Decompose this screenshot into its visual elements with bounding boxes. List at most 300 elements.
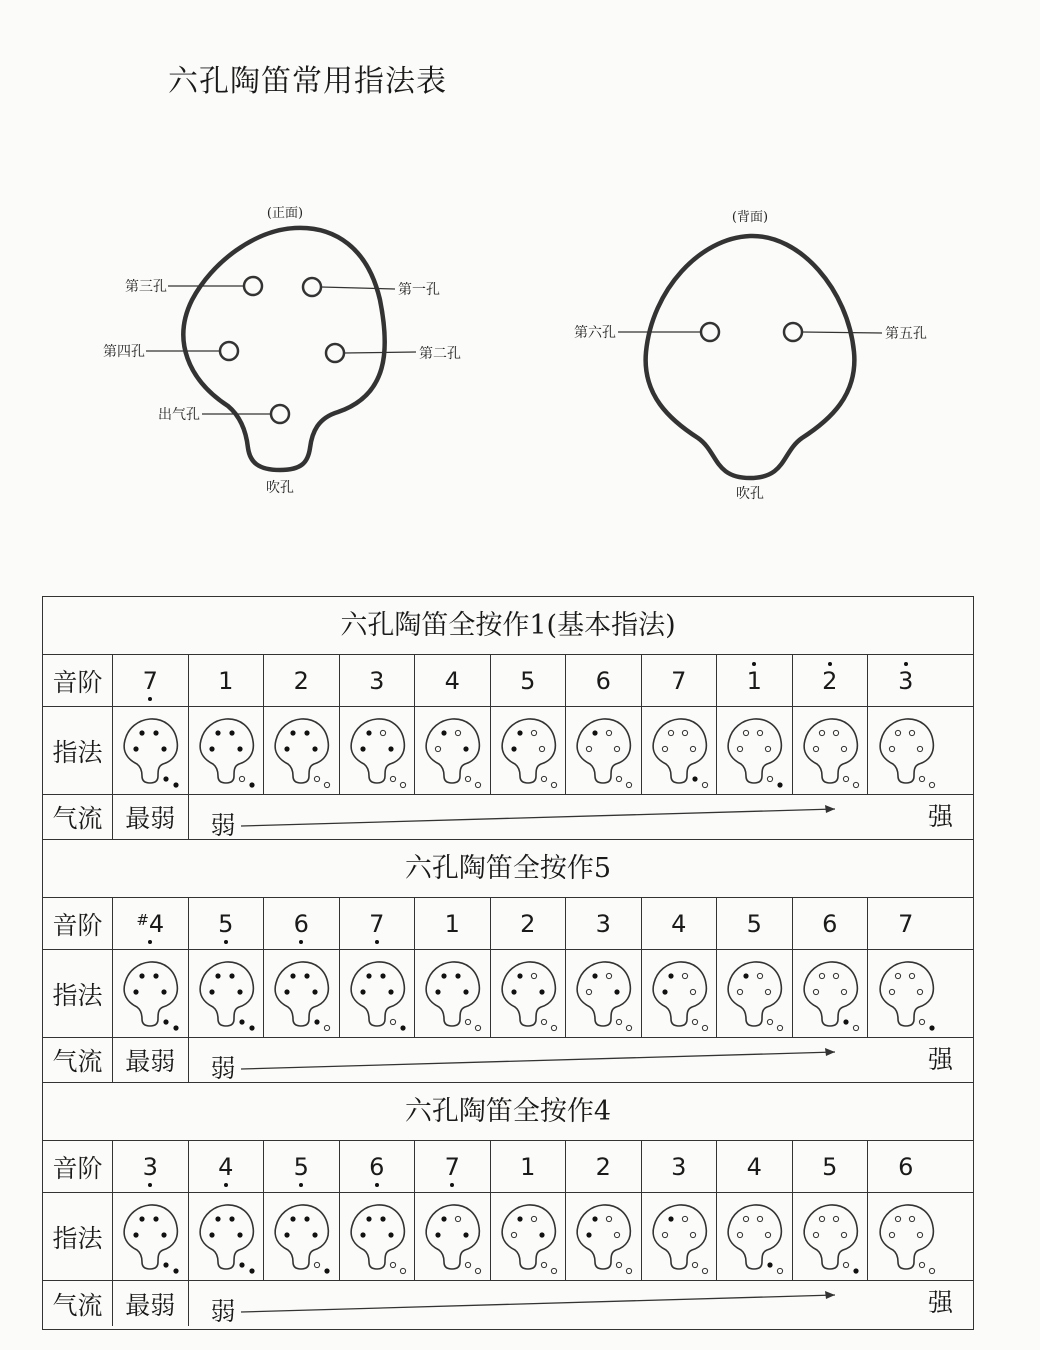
hole-2-open-icon xyxy=(690,989,695,994)
hole-4-closed-icon xyxy=(209,989,214,994)
note-number: 5 xyxy=(293,1152,309,1181)
airflow-label: 气流 xyxy=(43,795,113,839)
airflow-weak: 弱 xyxy=(210,1054,236,1083)
hole-5-open-icon xyxy=(541,776,546,781)
hole-3-closed-icon xyxy=(140,973,145,978)
scale-note-cell xyxy=(264,898,340,949)
note-number: 5 xyxy=(218,909,234,938)
hole-3-open-icon xyxy=(668,730,673,735)
hole-3-open-icon xyxy=(895,973,900,978)
hole-3-closed-icon xyxy=(744,973,749,978)
fingering-ocarina-icon xyxy=(647,956,711,1032)
note-number: 6 xyxy=(595,666,611,695)
hole-2-closed-icon xyxy=(615,989,620,994)
airflow-label: 气流 xyxy=(43,1038,113,1082)
hole-1-open-icon xyxy=(531,730,536,735)
hole-4-open-icon xyxy=(813,989,818,994)
hole-6-open-icon xyxy=(627,782,632,787)
hole-3-closed-icon xyxy=(140,1216,145,1221)
fingering-ocarina-icon xyxy=(647,1199,711,1275)
fingering-label: 指法 xyxy=(43,1193,113,1280)
scale-note-cell xyxy=(566,898,642,949)
scale-note xyxy=(898,1152,914,1181)
hole-4-closed-icon xyxy=(134,746,139,751)
scale-note-cell xyxy=(642,655,718,706)
section-title: 六孔陶笛全按作5 xyxy=(43,840,973,898)
octave-high-dot-icon xyxy=(752,662,756,666)
hole-2-closed-icon xyxy=(388,989,393,994)
fingering-cell xyxy=(189,1193,265,1280)
hole-6-open-icon xyxy=(627,1268,632,1273)
hole-1-open-icon xyxy=(758,730,763,735)
hole-6-closed-icon xyxy=(174,1025,179,1030)
hole-2-closed-icon xyxy=(313,989,318,994)
fingering-ocarina-icon xyxy=(874,1199,938,1275)
hole-5-open-icon xyxy=(390,776,395,781)
section-title: 六孔陶笛全按作1(基本指法) xyxy=(43,597,973,655)
scale-note-cell xyxy=(113,655,189,706)
octave-low-dot-icon xyxy=(450,1183,454,1187)
note-number: 4 xyxy=(746,1152,762,1181)
hole-2-open-icon xyxy=(917,746,922,751)
scale-note xyxy=(595,666,611,695)
fingering-row xyxy=(43,950,973,1038)
hole-3-closed-icon xyxy=(517,1216,522,1221)
fingering-ocarina-icon xyxy=(194,713,258,789)
hole-2-closed-icon xyxy=(162,989,167,994)
hole-5-closed-icon xyxy=(164,776,169,781)
hole-1-open-icon xyxy=(456,730,461,735)
hole-1-closed-icon xyxy=(229,973,234,978)
fingering-ocarina-icon xyxy=(496,956,560,1032)
hole-1-open-icon xyxy=(833,1216,838,1221)
scale-note xyxy=(142,666,158,695)
hole-3-closed-icon xyxy=(215,730,220,735)
fingering-ocarina-icon xyxy=(118,713,182,789)
hole-1-open-icon xyxy=(833,973,838,978)
hole-6-closed-icon xyxy=(778,782,783,787)
fingering-ocarina-icon xyxy=(798,713,862,789)
fingering-ocarina-icon xyxy=(420,713,484,789)
hole-6-open-icon xyxy=(476,1025,481,1030)
hole-2-open-icon xyxy=(841,1232,846,1237)
note-number: 7 xyxy=(898,909,914,938)
hole-6-open-icon xyxy=(702,1268,707,1273)
hole-5-open-icon xyxy=(315,1262,320,1267)
fingering-label: 指法 xyxy=(43,707,113,794)
hole-6-closed-icon xyxy=(174,1268,179,1273)
scale-note xyxy=(293,1152,309,1181)
note-number: 6 xyxy=(369,1152,385,1181)
hole-2-open-icon xyxy=(917,989,922,994)
hole-4-closed-icon xyxy=(360,746,365,751)
scale-note xyxy=(218,1152,234,1181)
note-number: 1 xyxy=(520,1152,536,1181)
airflow-arrow-icon xyxy=(189,795,889,840)
airflow-label: 气流 xyxy=(43,1281,113,1326)
note-number: 2 xyxy=(595,1152,611,1181)
hole-4-open-icon xyxy=(511,1232,516,1237)
scale-note-cell xyxy=(264,1141,340,1192)
hole-2-label: 第二孔 xyxy=(419,346,461,362)
scale-note-cell xyxy=(793,1141,869,1192)
hole-2-icon xyxy=(326,344,344,362)
hole-1-open-icon xyxy=(758,973,763,978)
front-label: (正面) xyxy=(266,206,304,221)
fingering-row xyxy=(43,1193,973,1281)
scale-note-cell xyxy=(189,1141,265,1192)
octave-low-dot-icon xyxy=(224,1183,228,1187)
note-number: 4 xyxy=(444,666,460,695)
hole-5-open-icon xyxy=(617,1019,622,1024)
fingering-ocarina-icon xyxy=(118,1199,182,1275)
hole-1-closed-icon xyxy=(154,973,159,978)
hole-5-open-icon xyxy=(239,776,244,781)
hole-3-closed-icon xyxy=(593,1216,598,1221)
hole-5-open-icon xyxy=(390,1019,395,1024)
airflow-row xyxy=(43,1038,973,1083)
hole-2-open-icon xyxy=(539,746,544,751)
scale-note-cell xyxy=(717,898,793,949)
scale-note-cell xyxy=(868,1141,944,1192)
hole-2-closed-icon xyxy=(237,746,242,751)
airflow-arrow-icon xyxy=(189,1038,889,1083)
front-mouth-label: 吹孔 xyxy=(266,480,294,496)
airflow-weakest: 最弱 xyxy=(113,1281,189,1326)
hole-2-closed-icon xyxy=(464,1232,469,1237)
octave-low-dot-icon xyxy=(224,940,228,944)
scale-note xyxy=(898,909,914,938)
hole-1-open-icon xyxy=(758,1216,763,1221)
scale-note xyxy=(444,909,460,938)
scale-note-cell xyxy=(642,898,718,949)
scale-note-cell xyxy=(113,1141,189,1192)
hole-5-open-icon xyxy=(466,776,471,781)
scale-note-cell xyxy=(189,898,265,949)
fingering-ocarina-icon xyxy=(571,956,635,1032)
fingering-ocarina-icon xyxy=(798,956,862,1032)
hole-1-open-icon xyxy=(456,1216,461,1221)
scale-note-cell xyxy=(566,1141,642,1192)
hole-6-closed-icon xyxy=(853,1268,858,1273)
hole-1-closed-icon xyxy=(305,730,310,735)
note-number: 6 xyxy=(822,909,838,938)
hole-3-closed-icon xyxy=(668,973,673,978)
scale-label: 音阶 xyxy=(43,1141,113,1192)
hole-4-icon xyxy=(220,342,238,360)
hole-1-closed-icon xyxy=(380,973,385,978)
scale-note xyxy=(520,666,536,695)
sharp-sign: # xyxy=(136,910,149,929)
hole-5-closed-icon xyxy=(164,1019,169,1024)
hole-4-open-icon xyxy=(738,1232,743,1237)
fingering-cell xyxy=(642,1193,718,1280)
hole-5-label: 第五孔 xyxy=(885,326,927,342)
hole-6-open-icon xyxy=(853,782,858,787)
hole-6-open-icon xyxy=(476,782,481,787)
fingering-ocarina-icon xyxy=(722,713,786,789)
fingering-ocarina-icon xyxy=(345,1199,409,1275)
airflow-strong: 强 xyxy=(927,1288,953,1317)
hole-6-open-icon xyxy=(702,1025,707,1030)
fingering-cell xyxy=(491,950,567,1037)
hole-1-open-icon xyxy=(682,973,687,978)
fingering-cell xyxy=(415,1193,491,1280)
hole-4-closed-icon xyxy=(285,746,290,751)
scale-note xyxy=(218,666,234,695)
octave-high-dot-icon xyxy=(904,662,908,666)
hole-6-open-icon xyxy=(853,1025,858,1030)
hole-5-closed-icon xyxy=(843,1019,848,1024)
hole-3-closed-icon xyxy=(366,973,371,978)
hole-3-closed-icon xyxy=(517,730,522,735)
hole-5-icon xyxy=(784,323,802,341)
hole-6-label: 第六孔 xyxy=(574,325,616,341)
hole-5-open-icon xyxy=(843,776,848,781)
hole-1-closed-icon xyxy=(456,973,461,978)
hole-4-open-icon xyxy=(662,1232,667,1237)
hole-3-closed-icon xyxy=(215,973,220,978)
note-number: 4 xyxy=(671,909,687,938)
hole-3-open-icon xyxy=(895,730,900,735)
hole-4-open-icon xyxy=(587,989,592,994)
airflow-weak: 弱 xyxy=(210,811,236,840)
fingering-cell xyxy=(264,1193,340,1280)
hole-2-closed-icon xyxy=(539,1232,544,1237)
hole-4-closed-icon xyxy=(209,1232,214,1237)
scale-note xyxy=(746,909,762,938)
vent-hole-icon xyxy=(271,405,289,423)
hole-2-closed-icon xyxy=(162,1232,167,1237)
hole-4-closed-icon xyxy=(436,989,441,994)
scale-note xyxy=(142,1152,158,1181)
hole-4-open-icon xyxy=(662,746,667,751)
hole-4-closed-icon xyxy=(662,989,667,994)
hole-2-open-icon xyxy=(766,989,771,994)
hole-2-closed-icon xyxy=(162,746,167,751)
fingering-cell xyxy=(566,707,642,794)
scale-note-cell xyxy=(415,1141,491,1192)
note-number: 1 xyxy=(746,666,762,695)
hole-2-open-icon xyxy=(690,1232,695,1237)
fingering-cell xyxy=(264,707,340,794)
hole-6-closed-icon xyxy=(400,1025,405,1030)
fingering-cell xyxy=(340,950,416,1037)
hole-6-open-icon xyxy=(778,1268,783,1273)
hole-5-open-icon xyxy=(692,1019,697,1024)
scale-note-cell xyxy=(113,898,189,949)
scale-note xyxy=(898,666,914,695)
hole-1-open-icon xyxy=(682,1216,687,1221)
hole-6-open-icon xyxy=(929,782,934,787)
hole-1-closed-icon xyxy=(229,730,234,735)
hole-2-closed-icon xyxy=(464,746,469,751)
scale-note xyxy=(746,666,762,695)
hole-1-label: 第一孔 xyxy=(398,282,440,298)
hole-4-label: 第四孔 xyxy=(103,344,145,360)
airflow-weakest: 最弱 xyxy=(113,1038,189,1082)
note-number: 3 xyxy=(369,666,385,695)
fingering-ocarina-icon xyxy=(118,956,182,1032)
airflow-weak: 弱 xyxy=(210,1297,236,1326)
hole-4-open-icon xyxy=(813,1232,818,1237)
hole-5-open-icon xyxy=(843,1262,848,1267)
note-number: 1 xyxy=(444,909,460,938)
airflow-arrow-area xyxy=(189,1038,974,1082)
note-number: 2 xyxy=(293,666,309,695)
note-number: 3 xyxy=(595,909,611,938)
airflow-weakest: 最弱 xyxy=(113,795,189,839)
hole-3-closed-icon xyxy=(593,973,598,978)
fingering-cell xyxy=(868,950,944,1037)
hole-5-open-icon xyxy=(466,1019,471,1024)
fingering-cell xyxy=(340,1193,416,1280)
hole-4-closed-icon xyxy=(285,989,290,994)
scale-note-cell xyxy=(415,655,491,706)
fingering-cell xyxy=(340,707,416,794)
back-view-diagram xyxy=(560,190,960,510)
hole-5-open-icon xyxy=(541,1262,546,1267)
hole-3-open-icon xyxy=(819,973,824,978)
hole-4-open-icon xyxy=(889,1232,894,1237)
fingering-cell xyxy=(113,707,189,794)
scale-row xyxy=(43,898,973,950)
hole-4-open-icon xyxy=(813,746,818,751)
hole-3-closed-icon xyxy=(442,1216,447,1221)
hole-3-open-icon xyxy=(895,1216,900,1221)
scale-note xyxy=(136,909,165,938)
hole-5-closed-icon xyxy=(239,1262,244,1267)
fingering-chart xyxy=(42,596,974,1330)
note-number: 2 xyxy=(520,909,536,938)
hole-6-open-icon xyxy=(551,1025,556,1030)
note-number: 6 xyxy=(898,1152,914,1181)
scale-note-cell xyxy=(793,655,869,706)
note-number: 4 xyxy=(148,909,165,938)
hole-4-open-icon xyxy=(738,746,743,751)
octave-low-dot-icon xyxy=(375,1183,379,1187)
hole-4-open-icon xyxy=(587,746,592,751)
hole-1-open-icon xyxy=(531,973,536,978)
note-number: 3 xyxy=(142,1152,158,1181)
hole-1-closed-icon xyxy=(154,730,159,735)
hole-4-closed-icon xyxy=(436,1232,441,1237)
hole-2-closed-icon xyxy=(313,746,318,751)
hole-5-open-icon xyxy=(768,1019,773,1024)
hole-5-open-icon xyxy=(919,776,924,781)
hole-1-open-icon xyxy=(909,973,914,978)
hole-6-closed-icon xyxy=(249,782,254,787)
scale-note xyxy=(595,1152,611,1181)
hole-5-open-icon xyxy=(919,1262,924,1267)
scale-note-cell xyxy=(717,655,793,706)
hole-3-open-icon xyxy=(819,730,824,735)
hole-1-closed-icon xyxy=(305,973,310,978)
fingering-cell xyxy=(415,707,491,794)
hole-3-closed-icon xyxy=(140,730,145,735)
hole-6-open-icon xyxy=(929,1268,934,1273)
hole-2-open-icon xyxy=(841,989,846,994)
hole-6-closed-icon xyxy=(249,1268,254,1273)
front-view-diagram xyxy=(90,190,490,510)
note-number: 7 xyxy=(671,666,687,695)
fingering-ocarina-icon xyxy=(194,1199,258,1275)
airflow-strong: 强 xyxy=(927,1045,953,1074)
hole-3-label: 第三孔 xyxy=(125,279,167,295)
hole-1-open-icon xyxy=(380,730,385,735)
fingering-ocarina-icon xyxy=(345,956,409,1032)
hole-2-open-icon xyxy=(917,1232,922,1237)
scale-note-cell xyxy=(491,898,567,949)
note-number: 7 xyxy=(369,909,385,938)
note-number: 7 xyxy=(444,1152,460,1181)
hole-5-closed-icon xyxy=(315,1019,320,1024)
hole-6-open-icon xyxy=(551,782,556,787)
hole-3-closed-icon xyxy=(442,730,447,735)
hole-5-closed-icon xyxy=(768,1262,773,1267)
note-number: 1 xyxy=(218,666,234,695)
octave-low-dot-icon xyxy=(148,940,152,944)
note-number: 3 xyxy=(671,1152,687,1181)
fingering-ocarina-icon xyxy=(269,713,333,789)
octave-low-dot-icon xyxy=(148,1183,152,1187)
hole-3-open-icon xyxy=(744,730,749,735)
hole-3-closed-icon xyxy=(291,973,296,978)
hole-2-closed-icon xyxy=(464,989,469,994)
fingering-ocarina-icon xyxy=(874,956,938,1032)
hole-1-open-icon xyxy=(909,730,914,735)
fingering-ocarina-icon xyxy=(496,713,560,789)
note-number: 5 xyxy=(822,1152,838,1181)
scale-note xyxy=(369,666,385,695)
scale-row xyxy=(43,1141,973,1193)
octave-low-dot-icon xyxy=(148,697,152,701)
scale-note xyxy=(822,666,838,695)
hole-1-open-icon xyxy=(833,730,838,735)
fingering-cell xyxy=(264,950,340,1037)
scale-note xyxy=(369,1152,385,1181)
hole-6-open-icon xyxy=(551,1268,556,1273)
fingering-ocarina-icon xyxy=(798,1199,862,1275)
hole-3-closed-icon xyxy=(517,973,522,978)
back-mouth-label: 吹孔 xyxy=(736,486,764,502)
hole-5-open-icon xyxy=(768,776,773,781)
hole-5-closed-icon xyxy=(239,1019,244,1024)
scale-note-cell xyxy=(264,655,340,706)
hole-3-closed-icon xyxy=(215,1216,220,1221)
fingering-cell xyxy=(189,707,265,794)
scale-note xyxy=(595,909,611,938)
airflow-strong: 强 xyxy=(927,802,953,831)
hole-3-closed-icon xyxy=(593,730,598,735)
scale-note xyxy=(293,666,309,695)
hole-4-closed-icon xyxy=(285,1232,290,1237)
scale-note xyxy=(218,909,234,938)
scale-note xyxy=(671,909,687,938)
scale-note-cell xyxy=(415,898,491,949)
note-number: 3 xyxy=(898,666,914,695)
hole-3-closed-icon xyxy=(366,1216,371,1221)
hole-6-open-icon xyxy=(325,782,330,787)
hole-6-closed-icon xyxy=(174,782,179,787)
hole-3-closed-icon xyxy=(291,1216,296,1221)
hole-2-open-icon xyxy=(690,746,695,751)
fingering-cell xyxy=(868,707,944,794)
fingering-ocarina-icon xyxy=(571,1199,635,1275)
hole-3-closed-icon xyxy=(442,973,447,978)
hole-3-open-icon xyxy=(744,1216,749,1221)
fingering-cell xyxy=(717,1193,793,1280)
